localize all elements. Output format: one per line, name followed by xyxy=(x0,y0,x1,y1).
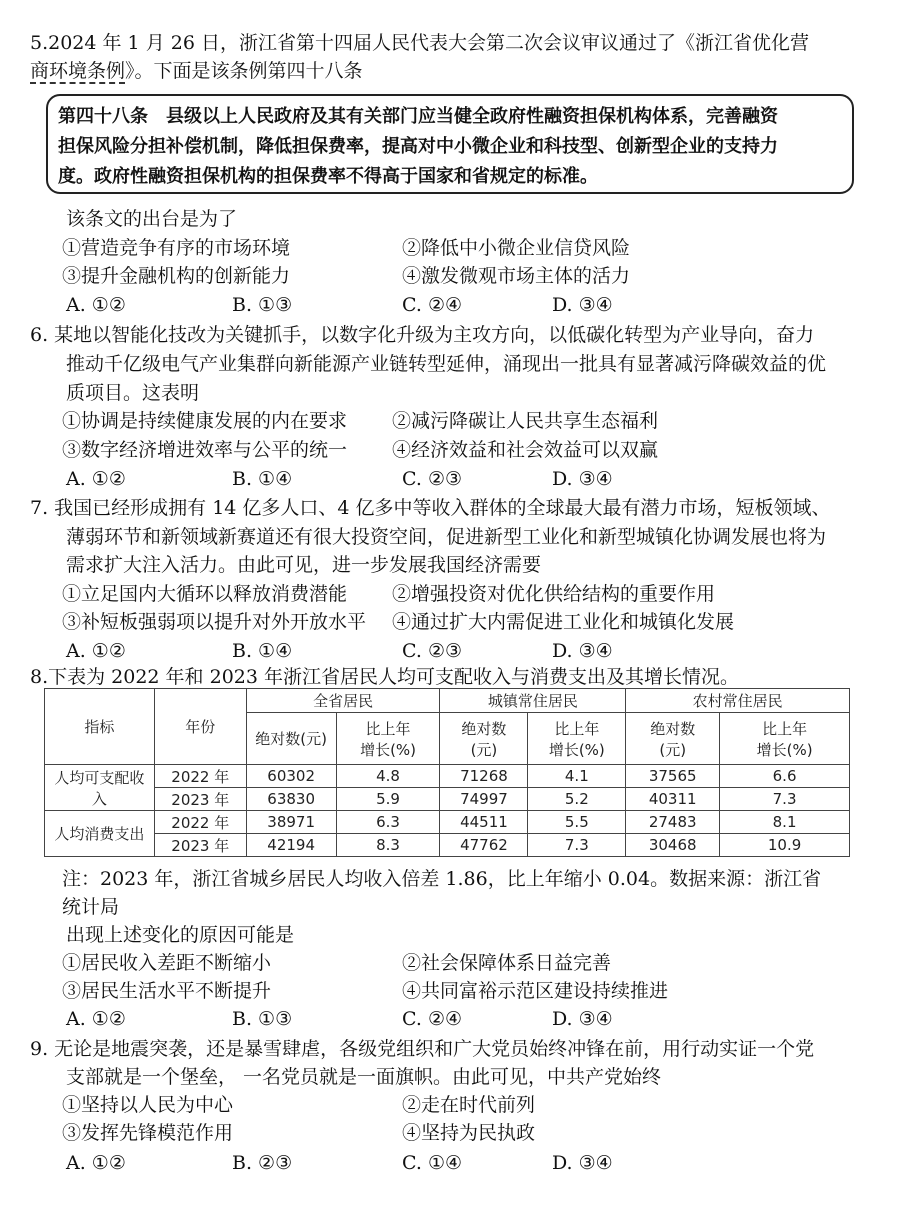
table-cell: 63830 xyxy=(246,788,336,811)
header-growth-1: 比上年 增长(%) xyxy=(336,713,440,765)
header-urban: 城镇常住居民 xyxy=(440,689,626,713)
q5-line-2 xyxy=(30,58,878,84)
table-cell: 74997 xyxy=(440,788,528,811)
q6-option-4: ④经济效益和社会效益可以双赢 xyxy=(392,439,659,461)
q6-option-3: ③数字经济增进效率与公平的统一 xyxy=(62,439,348,461)
q9-option-4: ④坚持为民执政 xyxy=(402,1122,536,1144)
table-cell: 4.8 xyxy=(336,765,440,788)
table-cell: 8.3 xyxy=(336,834,440,857)
q5-option-3: ③提升金融机构的创新能力 xyxy=(62,265,291,287)
q8-option-2: ②社会保障体系日益完善 xyxy=(402,952,612,974)
q6-choice-a: A. ①② xyxy=(66,468,126,490)
header-year: 年份 xyxy=(154,689,246,765)
table-cell: 10.9 xyxy=(720,834,850,857)
q6-line-2: 推动千亿级电气产业集群向新能源产业链转型延伸，涌现出一批具有显著减污降碳效益的优 xyxy=(66,353,827,375)
table-cell: 60302 xyxy=(246,765,336,788)
income-consumption-table xyxy=(44,688,850,857)
table-cell: 42194 xyxy=(246,834,336,857)
q7-choice-d: D. ③④ xyxy=(552,640,613,662)
q5-line-2-rest: 》。下面是该条例第四十八条 xyxy=(125,60,363,82)
q6-choice-c: C. ②③ xyxy=(402,468,463,490)
q8-note-2: 统计局 xyxy=(62,896,120,918)
q6-line-3: 质项目。这表明 xyxy=(66,382,200,404)
q7-choice-c: C. ②③ xyxy=(402,640,463,662)
q7-option-1: ①立足国内大循环以释放消费潜能 xyxy=(62,583,348,605)
box-line-2: 担保风险分担补偿机制，降低担保费率，提高对中小微企业和科技型、创新型企业的支持力 xyxy=(58,136,778,157)
q7-line-3: 需求扩大注入活力。由此可见，进一步发展我国经济需要 xyxy=(66,554,542,576)
header-growth-3: 比上年 增长(%) xyxy=(720,713,850,765)
row-label-income: 人均可支配收 入 xyxy=(45,765,155,811)
table-cell: 8.1 xyxy=(720,811,850,834)
q5-choice-b: B. ①③ xyxy=(232,294,293,316)
table-cell: 7.3 xyxy=(720,788,850,811)
table-cell: 30468 xyxy=(626,834,720,857)
header-index: 指标 xyxy=(45,689,155,765)
q9-line-2: 支部就是一个堡垒， 一名党员就是一面旗帜。由此可见，中共产党始终 xyxy=(66,1066,662,1088)
table-row xyxy=(45,834,850,857)
q6-choice-d: D. ③④ xyxy=(552,468,613,490)
q7-option-3: ③补短板强弱项以提升对外开放水平 xyxy=(62,611,367,633)
table-cell: 38971 xyxy=(246,811,336,834)
q5-choice-d: D. ③④ xyxy=(552,294,613,316)
q8-note-1: 注：2023 年，浙江省城乡居民人均收入倍差 1.86，比上年缩小 0.04。数据来源：浙江省 xyxy=(62,868,822,890)
q8-choice-b: B. ①③ xyxy=(232,1008,293,1030)
q8-option-1: ①居民收入差距不断缩小 xyxy=(62,952,272,974)
table-cell: 6.3 xyxy=(336,811,440,834)
table-row xyxy=(45,765,850,788)
q9-choice-a: A. ①② xyxy=(66,1152,126,1174)
table-row xyxy=(45,788,850,811)
q7-option-4: ④通过扩大内需促进工业化和城镇化发展 xyxy=(392,611,735,633)
table-cell: 71268 xyxy=(440,765,528,788)
table-cell: 27483 xyxy=(626,811,720,834)
q5-stem: 该条文的出台是为了 xyxy=(66,208,238,230)
q7-choice-a: A. ①② xyxy=(66,640,126,662)
row-label-consumption: 人均消费支出 xyxy=(45,811,155,857)
table-cell: 2023 年 xyxy=(154,788,246,811)
q9-choice-d: D. ③④ xyxy=(552,1152,613,1174)
q5-option-1: ①营造竞争有序的市场环境 xyxy=(62,237,291,259)
box-line-1: 第四十八条 县级以上人民政府及其有关部门应当健全政府性融资担保机构体系，完善融资 xyxy=(58,106,778,127)
q8-stem: 出现上述变化的原因可能是 xyxy=(66,924,295,946)
q7-option-2: ②增强投资对优化供给结构的重要作用 xyxy=(392,583,716,605)
q7-choice-b: B. ①④ xyxy=(232,640,293,662)
q9-option-1: ①坚持以人民为中心 xyxy=(62,1094,234,1116)
table-cell: 40311 xyxy=(626,788,720,811)
q5-choice-a: A. ①② xyxy=(66,294,126,316)
q9-choice-b: B. ②③ xyxy=(232,1152,293,1174)
header-abs-1: 绝对数(元) xyxy=(246,713,336,765)
table-cell: 2022 年 xyxy=(154,811,246,834)
q6-choice-b: B. ①④ xyxy=(232,468,293,490)
q9-option-2: ②走在时代前列 xyxy=(402,1094,536,1116)
table-cell: 37565 xyxy=(626,765,720,788)
header-rural: 农村常住居民 xyxy=(626,689,850,713)
q6-option-1: ①协调是持续健康发展的内在要求 xyxy=(62,410,348,432)
q9-choice-c: C. ①④ xyxy=(402,1152,463,1174)
table-cell: 47762 xyxy=(440,834,528,857)
q5-line-1: 5.2024 年 1 月 26 日，浙江省第十四届人民代表大会第二次会议审议通过了《浙江省优化营 xyxy=(30,32,809,54)
table-cell: 5.9 xyxy=(336,788,440,811)
table-cell: 2023 年 xyxy=(154,834,246,857)
table-row xyxy=(45,811,850,834)
q9-option-3: ③发挥先锋模范作用 xyxy=(62,1122,234,1144)
table-cell: 5.2 xyxy=(528,788,626,811)
q6-option-2: ②减污降碳让人民共享生态福利 xyxy=(392,410,659,432)
q9-line-1: 9. 无论是地震突袭，还是暴雪肆虐，各级党组织和广大党员始终冲锋在前，用行动实证一个党 xyxy=(30,1038,815,1060)
header-province: 全省居民 xyxy=(246,689,440,713)
q8-choice-d: D. ③④ xyxy=(552,1008,613,1030)
q8-option-3: ③居民生活水平不断提升 xyxy=(62,980,272,1002)
table-cell: 7.3 xyxy=(528,834,626,857)
table-cell: 44511 xyxy=(440,811,528,834)
box-line-3: 度。政府性融资担保机构的担保费率不得高于国家和省规定的标准。 xyxy=(58,166,598,187)
q8-line-1: 8.下表为 2022 年和 2023 年浙江省居民人均可支配收入与消费支出及其增长情况。 xyxy=(30,666,739,688)
table-cell: 5.5 xyxy=(528,811,626,834)
table-cell: 2022 年 xyxy=(154,765,246,788)
q5-option-4: ④激发微观市场主体的活力 xyxy=(402,265,631,287)
table-cell: 6.6 xyxy=(720,765,850,788)
article-48-box xyxy=(46,94,854,194)
q7-line-2: 薄弱环节和新领域新赛道还有很大投资空间，促进新型工业化和新型城镇化协调发展也将为 xyxy=(66,526,827,548)
q8-choice-a: A. ①② xyxy=(66,1008,126,1030)
q7-line-1: 7. 我国已经形成拥有 14 亿多人口、4 亿多中等收入群体的全球最大最有潜力市场，短板领域、 xyxy=(30,497,831,519)
q5-underlined-title: 商环境条例 xyxy=(30,60,126,82)
q5-choice-c: C. ②④ xyxy=(402,294,463,316)
header-abs-3: 绝对数 (元) xyxy=(626,713,720,765)
header-growth-2: 比上年 增长(%) xyxy=(528,713,626,765)
q5-option-2: ②降低中小微企业信贷风险 xyxy=(402,237,631,259)
q8-choice-c: C. ②④ xyxy=(402,1008,463,1030)
q6-line-1: 6. 某地以智能化技改为关键抓手，以数字化升级为主攻方向，以低碳化转型为产业导向，奋力 xyxy=(30,324,815,346)
table-cell: 4.1 xyxy=(528,765,626,788)
q8-option-4: ④共同富裕示范区建设持续推进 xyxy=(402,980,669,1002)
header-abs-2: 绝对数 (元) xyxy=(440,713,528,765)
